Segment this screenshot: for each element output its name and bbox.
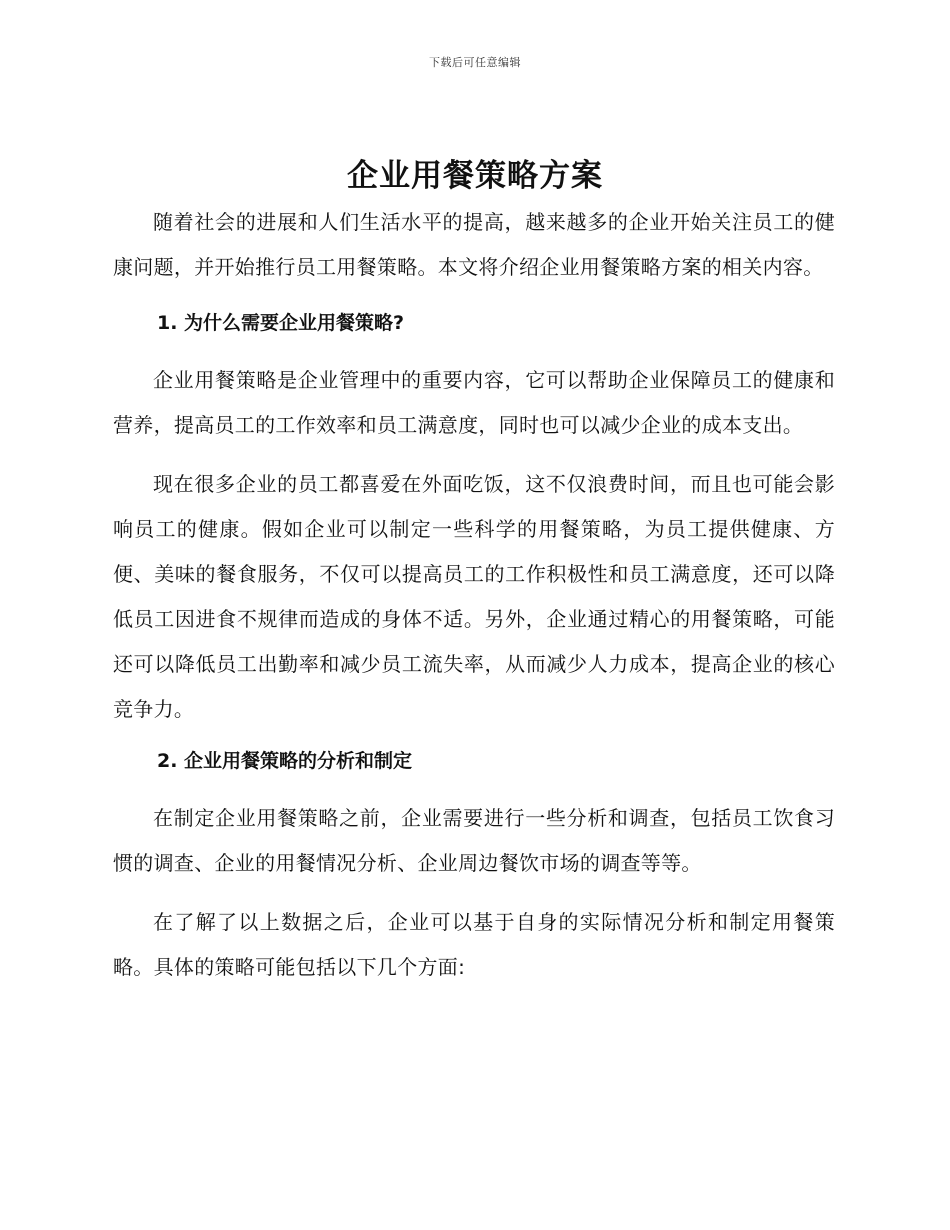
- section-1-paragraph-2: 现在很多企业的员工都喜爱在外面吃饭，这不仅浪费时间，而且也可能会影响员工的健康。假如企业可以制定一些科学的用餐策略，为员工提供健康、方便、美味的餐食服务，不仅可以提高员工的工作积极性和员工满意度，还可以降低员工因进食不规律而造成的身体不适。另外，企业通过精心的用餐策略，可能还可以降低员工出勤率和减少员工流失率，从而减少人力成本，提高企业的核心竞争力。: [113, 472, 835, 721]
- section-2-paragraph-1: 在制定企业用餐策略之前，企业需要进行一些分析和调查，包括员工饮食习惯的调查、企业的用餐情况分析、企业周边餐饮市场的调查等等。: [113, 806, 835, 875]
- header-note: 下载后可任意编辑: [429, 56, 521, 69]
- intro-paragraph: 随着社会的进展和人们生活水平的提高，越来越多的企业开始关注员工的健康问题，并开始推行员工用餐策略。本文将介绍企业用餐策略方案的相关内容。: [113, 210, 835, 279]
- section-1-paragraph-1: 企业用餐策略是企业管理中的重要内容，它可以帮助企业保障员工的健康和营养，提高员工的工作效率和员工满意度，同时也可以减少企业的成本支出。: [113, 368, 835, 437]
- section-2-paragraph-2: 在了解了以上数据之后，企业可以基于自身的实际情况分析和制定用餐策略。具体的策略可能包括以下几个方面:: [113, 910, 835, 979]
- section-2-heading: 2. 企业用餐策略的分析和制定: [157, 750, 413, 772]
- document-title: 企业用餐策略方案: [347, 158, 603, 194]
- document-body: [113, 200, 835, 990]
- section-1-heading: 1. 为什么需要企业用餐策略?: [157, 312, 405, 334]
